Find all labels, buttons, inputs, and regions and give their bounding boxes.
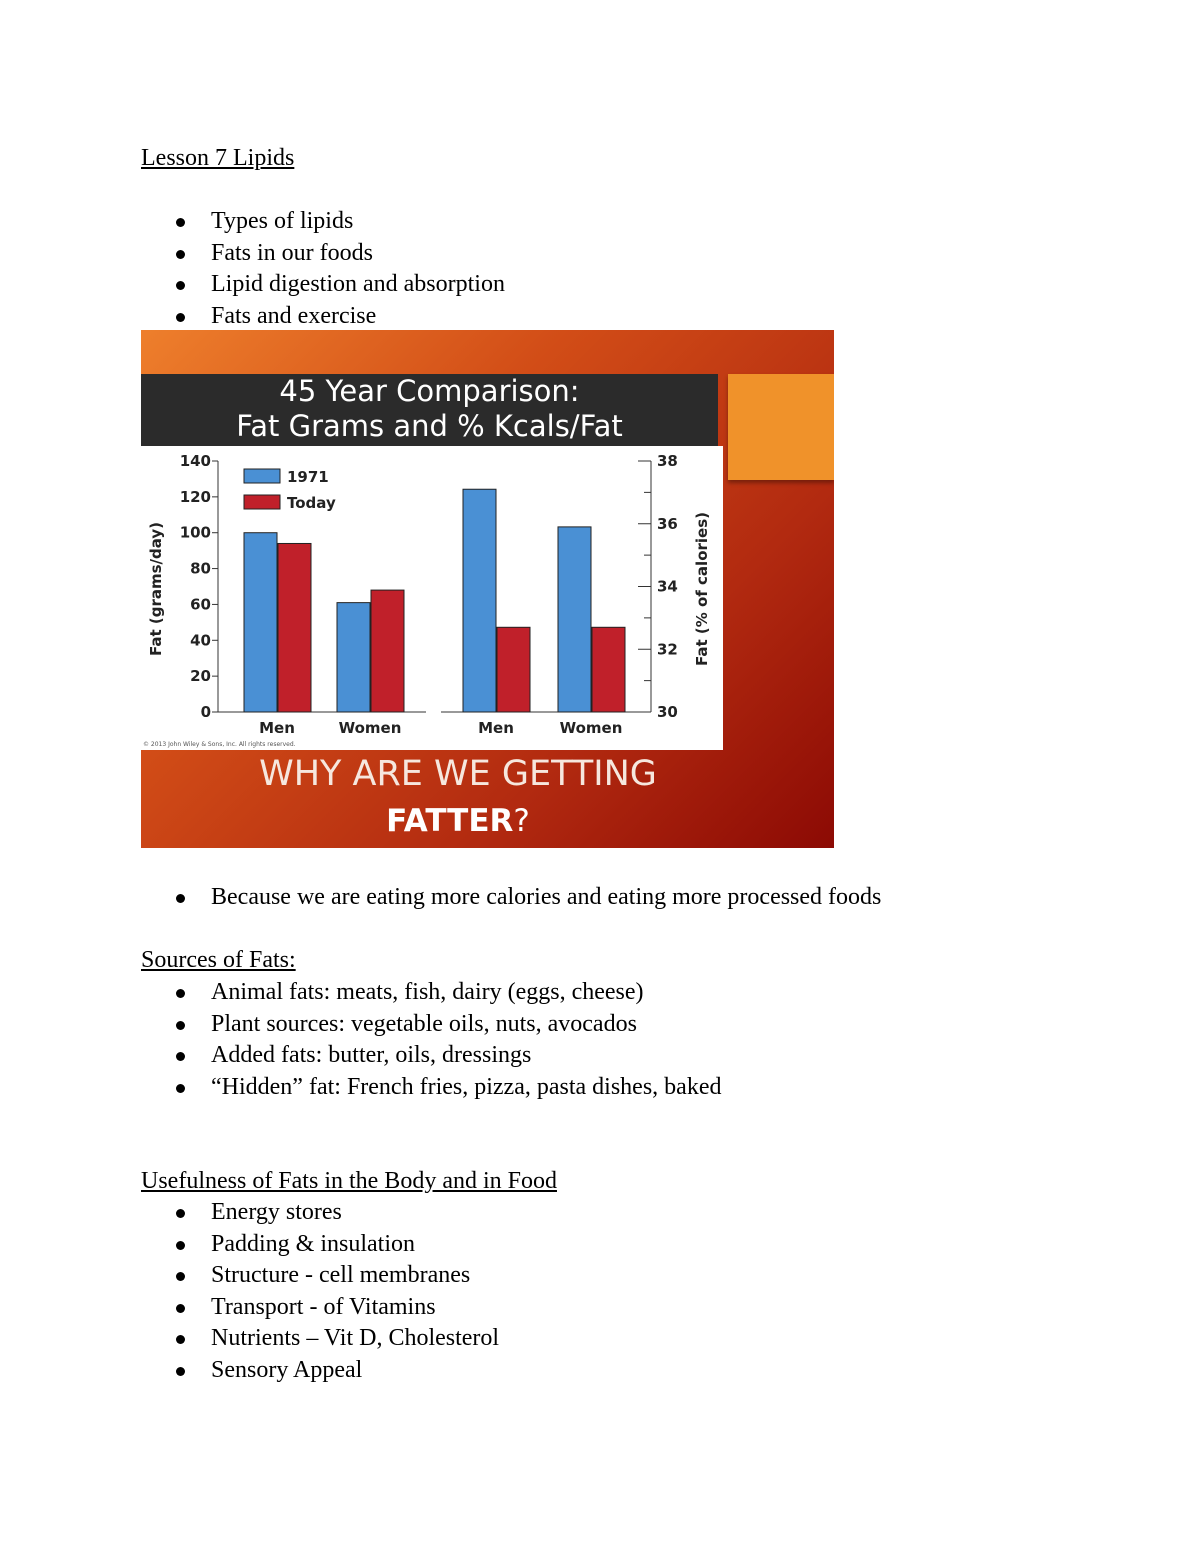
caption-text: WHY ARE WE GETTING xyxy=(259,754,657,794)
slide-title-line1: 45 Year Comparison: xyxy=(279,374,580,408)
bar-today xyxy=(497,627,530,712)
bar-today xyxy=(371,590,404,712)
conclusion-list xyxy=(141,882,881,914)
chart-panel xyxy=(141,446,723,750)
usefulness-list xyxy=(141,1197,499,1387)
bar-1971 xyxy=(337,603,370,712)
legend-label: Today xyxy=(287,494,336,512)
lesson-title: Lesson 7 Lipids xyxy=(141,145,295,171)
bar-1971 xyxy=(244,533,277,712)
y-axis-title-right: Fat (% of calories) xyxy=(693,512,711,666)
y-tick-label-left: 40 xyxy=(190,631,211,650)
list-item: Nutrients – Vit D, Cholesterol xyxy=(141,1323,499,1355)
x-tick-label: Men xyxy=(478,719,514,737)
list-item: Types of lipids xyxy=(141,206,505,238)
slide-image xyxy=(141,330,834,848)
caption-question-mark: ? xyxy=(513,803,530,839)
list-item: Animal fats: meats, fish, dairy (eggs, cheese) xyxy=(141,977,721,1009)
y-axis-title-left: Fat (grams/day) xyxy=(147,521,165,657)
list-item: Lipid digestion and absorption xyxy=(141,269,505,301)
slide-caption-line2 xyxy=(141,801,775,841)
x-tick-label: Women xyxy=(559,719,623,737)
y-tick-label-left: 140 xyxy=(179,452,211,470)
sources-list xyxy=(141,977,721,1103)
list-item: Sensory Appeal xyxy=(141,1355,499,1387)
y-tick-label-right: 32 xyxy=(657,640,678,659)
list-item: Fats in our foods xyxy=(141,238,505,270)
slide-title xyxy=(141,374,718,446)
bar-today xyxy=(592,627,625,712)
y-tick-label-left: 60 xyxy=(190,595,211,614)
list-item: Padding & insulation xyxy=(141,1229,499,1261)
list-item: “Hidden” fat: French fries, pizza, pasta dishes, baked xyxy=(141,1072,721,1104)
x-tick-label: Men xyxy=(259,719,295,737)
x-tick-label: Women xyxy=(338,719,402,737)
bar-1971 xyxy=(463,489,496,712)
list-item: Energy stores xyxy=(141,1197,499,1229)
list-item: Transport - of Vitamins xyxy=(141,1292,499,1324)
copyright-note: © 2013 John Wiley & Sons, Inc. All rights reserved. xyxy=(143,741,296,748)
topic-list xyxy=(141,206,505,332)
y-tick-label-right: 34 xyxy=(657,577,678,596)
legend-label: 1971 xyxy=(287,468,329,486)
list-item: Added fats: butter, oils, dressings xyxy=(141,1040,721,1072)
legend-swatch xyxy=(244,495,280,509)
usefulness-heading: Usefulness of Fats in the Body and in Food xyxy=(141,1168,557,1194)
bar-today xyxy=(278,543,311,712)
list-item: Plant sources: vegetable oils, nuts, avocados xyxy=(141,1009,721,1041)
caption-emphasis: FATTER xyxy=(386,803,514,839)
list-item: Because we are eating more calories and eating more processed foods xyxy=(141,882,881,914)
y-tick-label-right: 38 xyxy=(657,452,678,470)
bar-chart xyxy=(141,446,723,750)
bar-1971 xyxy=(558,527,591,712)
accent-square xyxy=(728,374,834,480)
y-tick-label-left: 100 xyxy=(179,523,211,542)
list-item: Structure - cell membranes xyxy=(141,1260,499,1292)
y-tick-label-right: 36 xyxy=(657,514,678,533)
y-tick-label-left: 0 xyxy=(200,703,211,721)
y-tick-label-left: 120 xyxy=(179,487,211,506)
legend-swatch xyxy=(244,469,280,483)
list-item: Fats and exercise xyxy=(141,301,505,333)
slide-title-line2: Fat Grams and % Kcals/Fat xyxy=(236,409,623,443)
y-tick-label-left: 80 xyxy=(190,559,211,578)
y-tick-label-left: 20 xyxy=(190,667,211,686)
y-tick-label-right: 30 xyxy=(657,703,678,721)
sources-heading: Sources of Fats: xyxy=(141,947,296,973)
